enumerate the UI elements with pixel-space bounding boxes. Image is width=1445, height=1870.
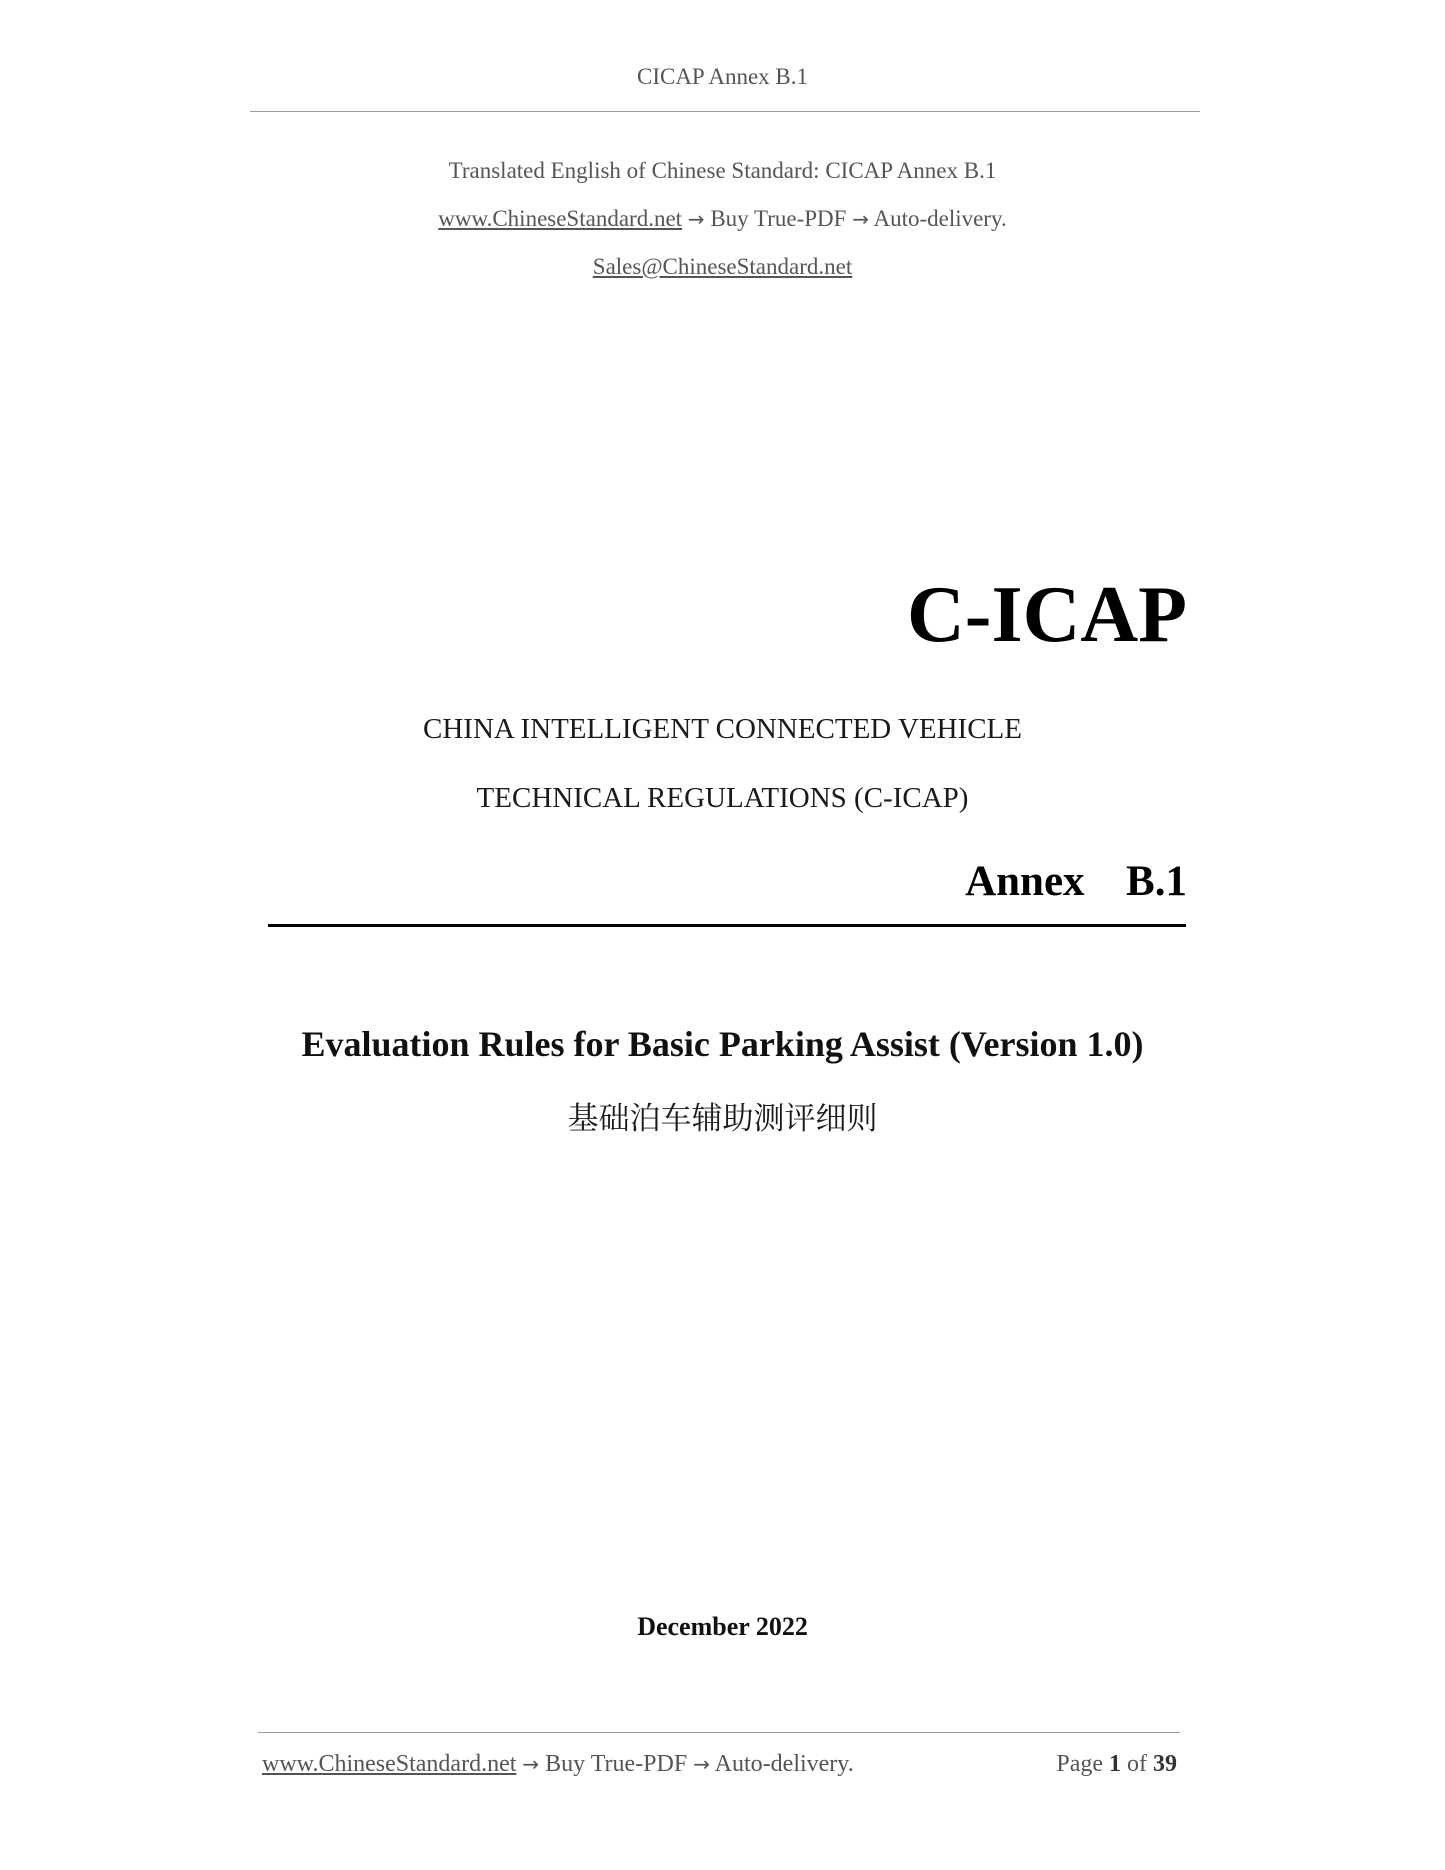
auto-delivery-text: Auto-delivery.	[873, 206, 1007, 231]
cover-title: C-ICAP	[907, 571, 1187, 659]
buy-text: Buy True-PDF	[710, 206, 847, 231]
organization-line-2: TECHNICAL REGULATIONS (C-ICAP)	[476, 782, 969, 814]
page-current: 1	[1109, 1751, 1121, 1777]
purchase-notice	[0, 206, 1445, 232]
header-divider	[250, 111, 1200, 112]
sales-contact	[0, 254, 1445, 280]
site-link[interactable]: www.ChineseStandard.net	[438, 206, 683, 231]
document-title: Evaluation Rules for Basic Parking Assist (Version 1.0)	[301, 1024, 1144, 1064]
page-total: 39	[1153, 1751, 1177, 1777]
translation-notice: Translated English of Chinese Standard: CICAP Annex B.1	[448, 158, 997, 183]
annex-divider	[268, 924, 1186, 927]
publication-date: December 2022	[637, 1612, 808, 1641]
arrow-right-icon: →	[687, 207, 705, 231]
footer-site-link[interactable]: www.ChineseStandard.net	[262, 1751, 517, 1777]
footer-purchase-notice	[262, 1751, 854, 1778]
sales-email-link[interactable]: Sales@ChineseStandard.net	[592, 254, 853, 279]
footer-auto-delivery-text: Auto-delivery.	[714, 1751, 854, 1777]
annex-label	[965, 857, 1187, 906]
arrow-right-icon: →	[693, 1752, 710, 1776]
arrow-right-icon: →	[852, 207, 869, 231]
of-label: of	[1127, 1751, 1147, 1777]
footer-divider	[258, 1732, 1180, 1733]
annex-text: Annex B.1	[965, 858, 1187, 905]
footer-buy-text: Buy True-PDF	[545, 1751, 688, 1777]
organization-line-1: CHINA INTELLIGENT CONNECTED VEHICLE	[423, 713, 1022, 745]
document-title-chinese: 基础泊车辅助测评细则	[567, 1101, 878, 1137]
page-label: Page	[1056, 1751, 1103, 1777]
arrow-right-icon: →	[522, 1752, 540, 1776]
running-header: CICAP Annex B.1	[636, 64, 809, 89]
page-number	[1056, 1751, 1177, 1778]
